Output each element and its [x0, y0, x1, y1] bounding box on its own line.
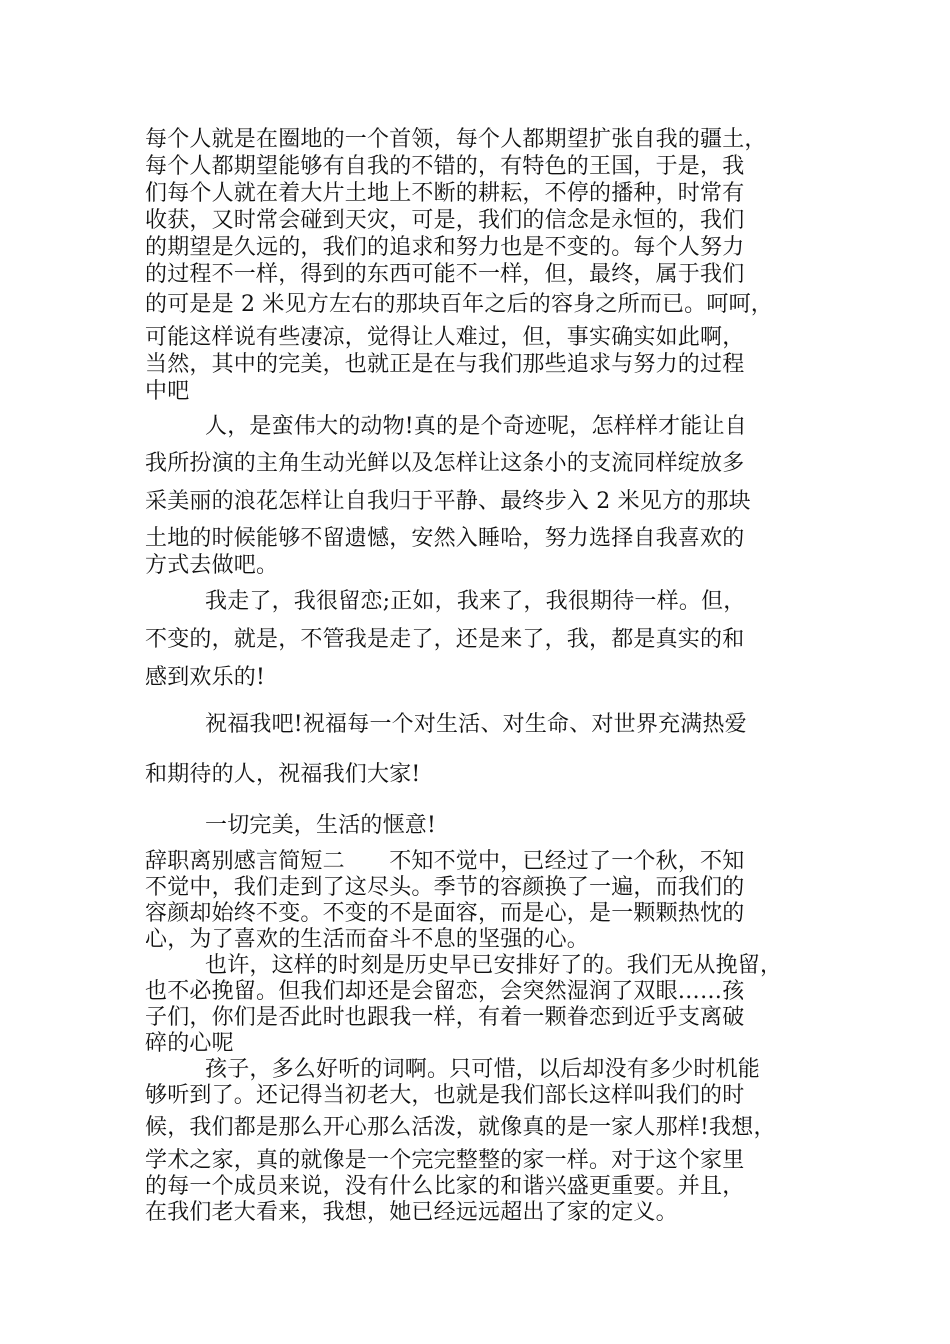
text-line: 够听到了。还记得当初老大，也就是我们部长这样叫我们的时 — [145, 1083, 745, 1108]
text-line: 可能这样说有些凄凉，觉得让人难过，但，事实确实如此啊， — [145, 325, 745, 350]
text-line: 的每一个成员来说，没有什么比家的和谐兴盛更重要。并且， — [145, 1174, 745, 1199]
text-line: 们每个人就在着大片土地上不断的耕耘，不停的播种，时常有 — [145, 181, 745, 206]
paragraph-first-line: 人，是蛮伟大的动物!真的是个奇迹呢，怎样样才能让自 — [205, 414, 747, 439]
text-line: 心，为了喜欢的生活而奋斗不息的坚强的心。 — [145, 927, 590, 952]
text-line: 每个人就是在圈地的一个首领，每个人都期望扩张自我的疆土， — [145, 127, 767, 152]
paragraph-first-line: 祝福我吧!祝福每一个对生活、对生命、对世界充满热爱 — [205, 712, 747, 737]
text-line: 感到欢乐的! — [145, 665, 266, 690]
text-line: 也不必挽留。但我们却还是会留恋，会突然湿润了双眼……孩 — [145, 979, 745, 1004]
text-line: 子们，你们是否此时也跟我一样，有着一颗眷恋到近乎支离破 — [145, 1005, 745, 1030]
text-line: 和期待的人，祝福我们大家! — [145, 762, 421, 787]
text-line: 收获，又时常会碰到天灾，可是，我们的信念是永恒的，我们 — [145, 208, 745, 233]
text-line: 土地的时候能够不留遗憾，安然入睡哈，努力选择自我喜欢的 — [145, 526, 745, 551]
paragraph-first-line: 我走了，我很留恋;正如，我来了，我很期待一样。但， — [205, 589, 746, 614]
text-line: 学术之家，真的就像是一个完完整整的家一样。对于这个家里 — [145, 1148, 745, 1173]
text-line: 的过程不一样，得到的东西可能不一样，但，最终，属于我们 — [145, 262, 745, 287]
text-line: 不变的，就是，不管我是走了，还是来了，我，都是真实的和 — [145, 627, 745, 652]
section-heading-line: 辞职离别感言简短二 不知不觉中，已经过了一个秋，不知 — [145, 849, 745, 874]
paragraph-first-line: 一切完美，生活的惬意! — [205, 813, 437, 838]
text-line: 候，我们都是那么开心那么活泼，就像真的是一家人那样!我想， — [145, 1115, 776, 1140]
paragraph-first-line: 也许，这样的时刻是历史早已安排好了的。我们无从挽留， — [205, 953, 783, 978]
paragraph-first-line: 孩子，多么好听的词啊。只可惜，以后却没有多少时机能 — [205, 1057, 761, 1082]
text-line: 方式去做吧。 — [145, 553, 279, 578]
text-line: 中吧 — [145, 379, 190, 404]
text-line: 每个人都期望能够有自我的不错的，有特色的王国，于是，我 — [145, 154, 745, 179]
text-line: 碎的心呢 — [145, 1031, 234, 1056]
text-line: 采美丽的浪花怎样让自我归于平静、最终步入 2 米见方的那块 — [145, 489, 751, 514]
text-line: 的可是是 2 米见方左右的那块百年之后的容身之所而已。呵呵， — [145, 292, 773, 317]
text-line: 当然，其中的完美，也就正是在与我们那些追求与努力的过程 — [145, 352, 745, 377]
text-line: 我所扮演的主角生动光鲜以及怎样让这条小的支流同样绽放多 — [145, 451, 745, 476]
text-line: 容颜却始终不变。不变的不是面容，而是心，是一颗颗热忱的 — [145, 901, 745, 926]
text-line: 的期望是久远的，我们的追求和努力也是不变的。每个人努力 — [145, 235, 745, 260]
text-line: 在我们老大看来，我想，她已经远远超出了家的定义。 — [145, 1200, 678, 1225]
text-line: 不觉中，我们走到了这尽头。季节的容颜换了一遍，而我们的 — [145, 875, 745, 900]
